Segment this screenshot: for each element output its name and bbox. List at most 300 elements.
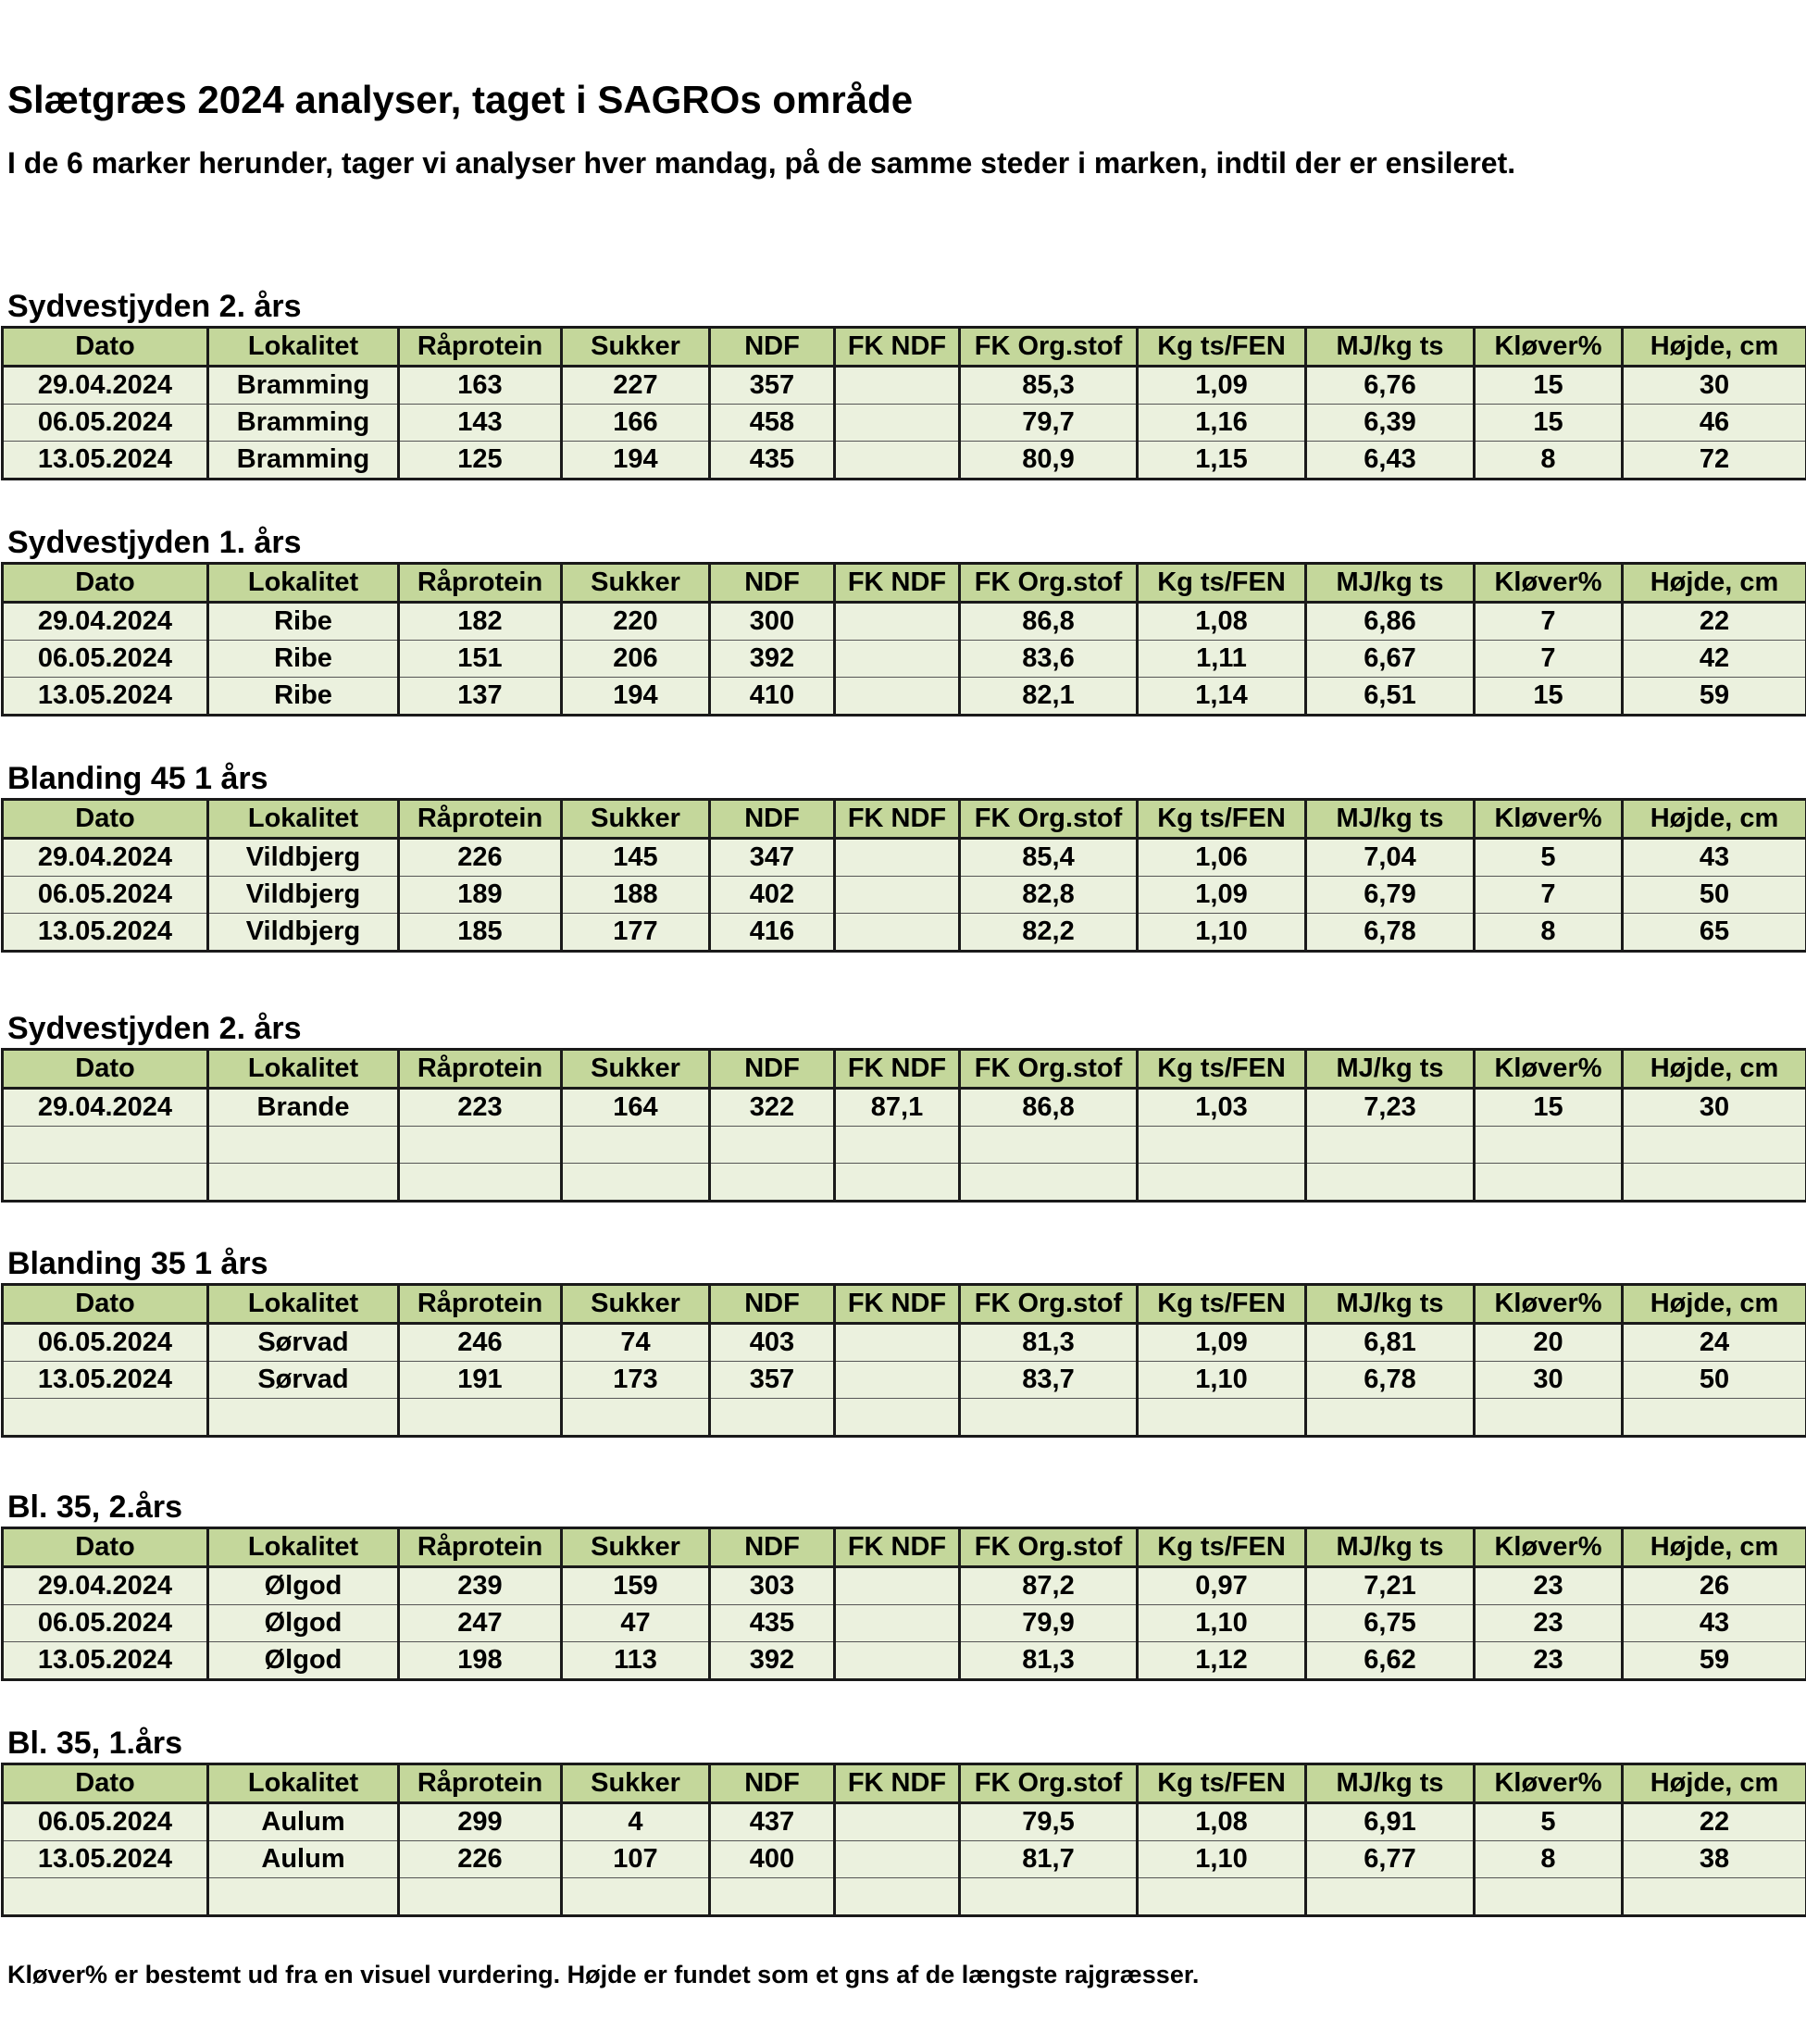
table-header-row [3,564,1806,603]
cell-fk-ndf [835,1399,960,1437]
column-header-height-cm: Højde, cm [1623,800,1806,839]
cell-height-cm: 42 [1623,641,1806,678]
column-header-kg-ts-fen: Kg ts/FEN [1138,564,1306,603]
column-header-mj-kg-ts: MJ/kg ts [1306,1764,1475,1803]
cell-sugar: 47 [562,1605,710,1642]
column-header-date: Dato [3,564,208,603]
cell-ndf: 392 [710,1642,835,1680]
cell-ndf: 435 [710,1605,835,1642]
cell-protein: 182 [399,603,562,641]
cell-mj-kg-ts: 6,77 [1306,1841,1475,1878]
column-header-ndf: NDF [710,564,835,603]
cell-protein: 246 [399,1324,562,1362]
cell-protein: 226 [399,1841,562,1878]
cell-height-cm [1623,1878,1806,1916]
cell-klover-pct: 15 [1475,678,1623,716]
cell-ndf: 403 [710,1324,835,1362]
table-header-row [3,1285,1806,1324]
cell-height-cm: 59 [1623,678,1806,716]
table-row [3,1399,1806,1437]
cell-klover-pct: 5 [1475,839,1623,877]
cell-kg-ts-fen: 1,08 [1138,1803,1306,1841]
cell-ndf: 300 [710,603,835,641]
cell-fk-org-stof: 83,6 [960,641,1138,678]
cell-kg-ts-fen: 1,09 [1138,877,1306,914]
cell-mj-kg-ts: 6,78 [1306,914,1475,952]
column-header-fk-ndf: FK NDF [835,328,960,367]
cell-mj-kg-ts: 6,79 [1306,877,1475,914]
column-header-date: Dato [3,1764,208,1803]
cell-location: Ølgod [208,1567,399,1605]
cell-fk-org-stof [960,1399,1138,1437]
cell-fk-org-stof: 85,3 [960,367,1138,405]
cell-kg-ts-fen: 1,10 [1138,914,1306,952]
column-header-mj-kg-ts: MJ/kg ts [1306,1285,1475,1324]
cell-date: 13.05.2024 [3,1841,208,1878]
cell-mj-kg-ts [1306,1878,1475,1916]
column-header-fk-org-stof: FK Org.stof [960,1050,1138,1089]
column-header-sugar: Sukker [562,1528,710,1567]
column-header-protein: Råprotein [399,1764,562,1803]
cell-location: Brande [208,1089,399,1127]
column-header-date: Dato [3,328,208,367]
cell-kg-ts-fen: 1,06 [1138,839,1306,877]
cell-date: 06.05.2024 [3,405,208,442]
cell-sugar: 159 [562,1567,710,1605]
column-header-location: Lokalitet [208,1285,399,1324]
cell-ndf: 322 [710,1089,835,1127]
cell-klover-pct: 23 [1475,1642,1623,1680]
column-header-protein: Råprotein [399,328,562,367]
cell-sugar: 4 [562,1803,710,1841]
section-bl-35-1-ars-aulum [0,1724,1806,1917]
section-title: Sydvestjyden 1. års [7,525,302,560]
footnote: Kløver% er bestemt ud fra en visuel vurdering. Højde er fundet som et gns af de længste rajgræsser. [7,1961,1200,1988]
cell-kg-ts-fen: 1,11 [1138,641,1306,678]
cell-klover-pct: 5 [1475,1803,1623,1841]
cell-location [208,1878,399,1916]
analysis-table [1,562,1806,717]
cell-date: 29.04.2024 [3,1089,208,1127]
cell-fk-ndf [835,877,960,914]
cell-klover-pct [1475,1127,1623,1164]
column-header-mj-kg-ts: MJ/kg ts [1306,1050,1475,1089]
cell-fk-org-stof: 82,1 [960,678,1138,716]
cell-date: 06.05.2024 [3,1324,208,1362]
cell-height-cm: 26 [1623,1567,1806,1605]
cell-protein: 299 [399,1803,562,1841]
cell-sugar [562,1127,710,1164]
cell-fk-org-stof: 82,2 [960,914,1138,952]
cell-sugar: 188 [562,877,710,914]
cell-protein: 189 [399,877,562,914]
cell-fk-ndf [835,1642,960,1680]
cell-fk-org-stof [960,1164,1138,1202]
cell-sugar: 220 [562,603,710,641]
column-header-ndf: NDF [710,328,835,367]
cell-protein: 151 [399,641,562,678]
table-header-row [3,328,1806,367]
cell-location: Bramming [208,405,399,442]
column-header-kg-ts-fen: Kg ts/FEN [1138,1285,1306,1324]
cell-location: Ølgod [208,1642,399,1680]
cell-kg-ts-fen: 1,14 [1138,678,1306,716]
cell-sugar: 107 [562,1841,710,1878]
section-blanding-35-sorvad [0,1244,1806,1438]
cell-height-cm [1623,1399,1806,1437]
column-header-date: Dato [3,1528,208,1567]
column-header-protein: Råprotein [399,564,562,603]
column-header-height-cm: Højde, cm [1623,1285,1806,1324]
column-header-protein: Råprotein [399,1050,562,1089]
column-header-sugar: Sukker [562,1764,710,1803]
cell-fk-ndf [835,1567,960,1605]
cell-height-cm: 59 [1623,1642,1806,1680]
table-row [3,877,1806,914]
cell-fk-org-stof: 86,8 [960,1089,1138,1127]
cell-fk-ndf [835,1605,960,1642]
cell-date: 13.05.2024 [3,442,208,480]
column-header-ndf: NDF [710,1528,835,1567]
column-header-location: Lokalitet [208,564,399,603]
column-header-klover-pct: Kløver% [1475,564,1623,603]
table-row [3,641,1806,678]
table-header-row [3,800,1806,839]
cell-klover-pct: 30 [1475,1362,1623,1399]
cell-sugar: 113 [562,1642,710,1680]
section-title: Sydvestjyden 2. års [7,289,302,324]
analysis-table [1,1527,1806,1681]
cell-sugar: 74 [562,1324,710,1362]
cell-height-cm [1623,1164,1806,1202]
column-header-height-cm: Højde, cm [1623,564,1806,603]
cell-location: Bramming [208,442,399,480]
table-header-row [3,1764,1806,1803]
table-row [3,1605,1806,1642]
cell-ndf: 435 [710,442,835,480]
column-header-fk-org-stof: FK Org.stof [960,1764,1138,1803]
cell-kg-ts-fen: 1,16 [1138,405,1306,442]
cell-ndf: 458 [710,405,835,442]
cell-mj-kg-ts: 6,51 [1306,678,1475,716]
cell-kg-ts-fen: 1,12 [1138,1642,1306,1680]
column-header-fk-ndf: FK NDF [835,1050,960,1089]
cell-location: Sørvad [208,1362,399,1399]
cell-kg-ts-fen [1138,1164,1306,1202]
column-header-klover-pct: Kløver% [1475,1050,1623,1089]
column-header-mj-kg-ts: MJ/kg ts [1306,1528,1475,1567]
cell-kg-ts-fen [1138,1878,1306,1916]
cell-kg-ts-fen: 1,08 [1138,603,1306,641]
cell-fk-org-stof: 79,9 [960,1605,1138,1642]
cell-ndf [710,1164,835,1202]
column-header-ndf: NDF [710,1764,835,1803]
cell-sugar [562,1399,710,1437]
cell-sugar: 194 [562,678,710,716]
cell-location: Vildbjerg [208,839,399,877]
cell-height-cm: 30 [1623,367,1806,405]
cell-protein: 226 [399,839,562,877]
column-header-height-cm: Højde, cm [1623,1528,1806,1567]
cell-date: 13.05.2024 [3,914,208,952]
column-header-date: Dato [3,1285,208,1324]
cell-klover-pct: 15 [1475,1089,1623,1127]
cell-sugar: 177 [562,914,710,952]
column-header-sugar: Sukker [562,800,710,839]
cell-klover-pct [1475,1399,1623,1437]
cell-protein: 125 [399,442,562,480]
column-header-location: Lokalitet [208,800,399,839]
section-title: Bl. 35, 1.års [7,1726,183,1761]
cell-fk-ndf [835,641,960,678]
cell-ndf: 437 [710,1803,835,1841]
cell-protein [399,1164,562,1202]
section-blanding-45-vildbjerg [0,759,1806,953]
table-row [3,678,1806,716]
cell-fk-ndf: 87,1 [835,1089,960,1127]
cell-mj-kg-ts: 6,76 [1306,367,1475,405]
cell-protein: 137 [399,678,562,716]
cell-klover-pct: 7 [1475,603,1623,641]
cell-kg-ts-fen: 1,03 [1138,1089,1306,1127]
cell-fk-org-stof: 81,3 [960,1642,1138,1680]
column-header-protein: Råprotein [399,1528,562,1567]
table-row [3,405,1806,442]
analysis-table [1,1283,1806,1438]
table-row [3,1362,1806,1399]
column-header-mj-kg-ts: MJ/kg ts [1306,564,1475,603]
cell-fk-ndf [835,442,960,480]
cell-ndf [710,1399,835,1437]
column-header-klover-pct: Kløver% [1475,1528,1623,1567]
cell-height-cm: 46 [1623,405,1806,442]
cell-kg-ts-fen [1138,1399,1306,1437]
cell-sugar [562,1878,710,1916]
table-row [3,603,1806,641]
cell-klover-pct [1475,1878,1623,1916]
cell-ndf: 347 [710,839,835,877]
cell-date: 29.04.2024 [3,1567,208,1605]
column-header-klover-pct: Kløver% [1475,800,1623,839]
cell-fk-ndf [835,1841,960,1878]
column-header-klover-pct: Kløver% [1475,328,1623,367]
cell-mj-kg-ts [1306,1399,1475,1437]
table-row [3,839,1806,877]
column-header-mj-kg-ts: MJ/kg ts [1306,328,1475,367]
column-header-fk-org-stof: FK Org.stof [960,800,1138,839]
cell-mj-kg-ts: 7,21 [1306,1567,1475,1605]
table-row [3,442,1806,480]
column-header-sugar: Sukker [562,1050,710,1089]
cell-mj-kg-ts: 6,75 [1306,1605,1475,1642]
column-header-location: Lokalitet [208,1050,399,1089]
cell-location: Vildbjerg [208,914,399,952]
cell-kg-ts-fen [1138,1127,1306,1164]
column-header-ndf: NDF [710,1050,835,1089]
cell-kg-ts-fen: 1,10 [1138,1605,1306,1642]
cell-sugar [562,1164,710,1202]
cell-mj-kg-ts: 7,23 [1306,1089,1475,1127]
cell-date [3,1127,208,1164]
cell-date [3,1399,208,1437]
column-header-klover-pct: Kløver% [1475,1285,1623,1324]
column-header-date: Dato [3,800,208,839]
cell-kg-ts-fen: 1,09 [1138,1324,1306,1362]
cell-fk-ndf [835,839,960,877]
cell-fk-org-stof: 81,3 [960,1324,1138,1362]
cell-height-cm: 65 [1623,914,1806,952]
cell-mj-kg-ts [1306,1164,1475,1202]
cell-location: Ølgod [208,1605,399,1642]
cell-date [3,1164,208,1202]
table-row [3,1642,1806,1680]
cell-klover-pct: 7 [1475,641,1623,678]
column-header-kg-ts-fen: Kg ts/FEN [1138,1764,1306,1803]
cell-height-cm: 22 [1623,1803,1806,1841]
cell-date: 06.05.2024 [3,877,208,914]
cell-klover-pct: 8 [1475,914,1623,952]
cell-fk-ndf [835,367,960,405]
column-header-sugar: Sukker [562,328,710,367]
cell-height-cm: 43 [1623,1605,1806,1642]
cell-protein: 185 [399,914,562,952]
column-header-kg-ts-fen: Kg ts/FEN [1138,328,1306,367]
cell-klover-pct: 20 [1475,1324,1623,1362]
cell-location [208,1164,399,1202]
cell-klover-pct: 8 [1475,442,1623,480]
table-header-row [3,1050,1806,1089]
cell-protein [399,1878,562,1916]
cell-fk-org-stof: 83,7 [960,1362,1138,1399]
cell-ndf [710,1878,835,1916]
column-header-location: Lokalitet [208,328,399,367]
cell-kg-ts-fen: 0,97 [1138,1567,1306,1605]
cell-mj-kg-ts: 6,86 [1306,603,1475,641]
cell-location: Ribe [208,641,399,678]
cell-date: 13.05.2024 [3,678,208,716]
cell-mj-kg-ts: 6,39 [1306,405,1475,442]
column-header-height-cm: Højde, cm [1623,1050,1806,1089]
cell-date: 29.04.2024 [3,603,208,641]
cell-fk-org-stof: 82,8 [960,877,1138,914]
column-header-location: Lokalitet [208,1764,399,1803]
section-sydvestjyden-1-ars-ribe [0,523,1806,717]
cell-fk-org-stof: 80,9 [960,442,1138,480]
cell-ndf: 410 [710,678,835,716]
table-row [3,914,1806,952]
column-header-date: Dato [3,1050,208,1089]
cell-klover-pct [1475,1164,1623,1202]
cell-protein: 198 [399,1642,562,1680]
cell-fk-org-stof: 86,8 [960,603,1138,641]
table-row [3,1878,1806,1916]
cell-date: 29.04.2024 [3,839,208,877]
cell-location [208,1127,399,1164]
section-sydvestjyden-2-ars-brande [0,1009,1806,1203]
column-header-fk-ndf: FK NDF [835,564,960,603]
page-subtitle: I de 6 marker herunder, tager vi analyser hver mandag, på de samme steder i marken, indtil der er ensileret. [7,146,1516,180]
cell-date: 29.04.2024 [3,367,208,405]
column-header-height-cm: Højde, cm [1623,328,1806,367]
cell-fk-ndf [835,1164,960,1202]
cell-height-cm: 50 [1623,877,1806,914]
column-header-fk-org-stof: FK Org.stof [960,1285,1138,1324]
section-title: Blanding 45 1 års [7,761,268,796]
column-header-mj-kg-ts: MJ/kg ts [1306,800,1475,839]
cell-ndf: 400 [710,1841,835,1878]
section-sydvestjyden-2-ars-bramming [0,287,1806,480]
table-row [3,1127,1806,1164]
column-header-protein: Råprotein [399,1285,562,1324]
cell-protein [399,1127,562,1164]
cell-kg-ts-fen: 1,09 [1138,367,1306,405]
cell-ndf [710,1127,835,1164]
cell-height-cm: 22 [1623,603,1806,641]
cell-klover-pct: 23 [1475,1605,1623,1642]
table-row [3,1803,1806,1841]
cell-protein: 191 [399,1362,562,1399]
column-header-sugar: Sukker [562,564,710,603]
cell-mj-kg-ts: 6,67 [1306,641,1475,678]
cell-kg-ts-fen: 1,10 [1138,1362,1306,1399]
cell-fk-org-stof: 79,7 [960,405,1138,442]
column-header-fk-ndf: FK NDF [835,800,960,839]
table-header-row [3,1528,1806,1567]
cell-location [208,1399,399,1437]
cell-location: Vildbjerg [208,877,399,914]
cell-mj-kg-ts: 6,91 [1306,1803,1475,1841]
analysis-table [1,1048,1806,1203]
page-title: Slætgræs 2024 analyser, taget i SAGROs område [7,78,914,121]
cell-klover-pct: 15 [1475,367,1623,405]
cell-klover-pct: 8 [1475,1841,1623,1878]
cell-mj-kg-ts [1306,1127,1475,1164]
section-title: Blanding 35 1 års [7,1246,268,1281]
cell-date: 13.05.2024 [3,1362,208,1399]
cell-klover-pct: 23 [1475,1567,1623,1605]
column-header-ndf: NDF [710,1285,835,1324]
cell-mj-kg-ts: 6,43 [1306,442,1475,480]
analysis-table [1,1763,1806,1917]
column-header-protein: Råprotein [399,800,562,839]
cell-protein [399,1399,562,1437]
table-row [3,1324,1806,1362]
column-header-kg-ts-fen: Kg ts/FEN [1138,800,1306,839]
cell-mj-kg-ts: 6,78 [1306,1362,1475,1399]
cell-fk-ndf [835,1127,960,1164]
column-header-fk-ndf: FK NDF [835,1285,960,1324]
analysis-table [1,798,1806,953]
cell-location: Bramming [208,367,399,405]
cell-ndf: 357 [710,1362,835,1399]
cell-sugar: 194 [562,442,710,480]
cell-sugar: 173 [562,1362,710,1399]
cell-height-cm [1623,1127,1806,1164]
cell-fk-ndf [835,1362,960,1399]
table-row [3,1567,1806,1605]
column-header-fk-org-stof: FK Org.stof [960,1528,1138,1567]
column-header-fk-ndf: FK NDF [835,1764,960,1803]
cell-sugar: 164 [562,1089,710,1127]
cell-fk-ndf [835,914,960,952]
cell-protein: 247 [399,1605,562,1642]
cell-fk-ndf [835,1324,960,1362]
cell-location: Sørvad [208,1324,399,1362]
column-header-fk-org-stof: FK Org.stof [960,328,1138,367]
cell-fk-ndf [835,405,960,442]
cell-date: 13.05.2024 [3,1642,208,1680]
cell-protein: 143 [399,405,562,442]
